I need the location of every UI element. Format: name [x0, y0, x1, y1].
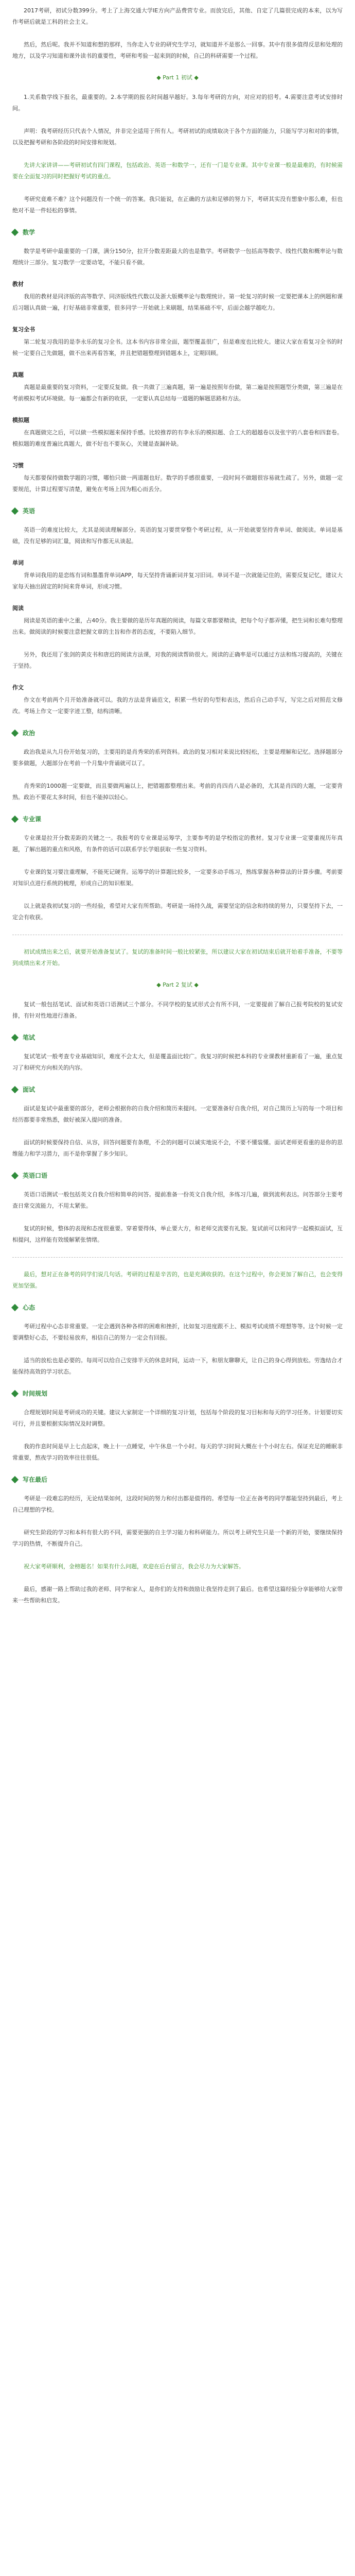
body-paragraph: 考研过程中心态非常重要。一定会遇到各种各样的困难和挫折，比如复习进度跟不上、模拟考试成绩不理想等等。这个时候一定要调整好心态，不要轻易放弃，相信自己的努力一定会有回报。: [12, 1323, 343, 1341]
section-heading: [12, 506, 343, 515]
body-paragraph: 背单词我用的是恋练有词和墨墨背单词APP，每天坚持背诵新词并复习旧词。单词不是一次就能记住的，需要反复记忆，建议大家每天抽出固定的时间来背单词，形成习惯。: [12, 572, 343, 590]
body-paragraph: 我的作息时间是早上七点起床，晚上十一点睡觉，中午休息一个小时。每天的学习时间大概在十个小时左右。保证充足的睡眠非常重要，熬夜学习的效率往往很低。: [12, 1443, 343, 1461]
body-paragraph: 专业课的复习要注重理解，不能死记硬背。运筹学的计算题比较多，一定要多动手练习，熟练掌握各种算法的计算步骤。考前要对知识点进行系统的梳理，形成自己的知识框架。: [12, 869, 343, 887]
body-paragraph: 政治我是从九月份开始复习的，主要用的是肖秀荣的系列资料。政治的复习相对来说比较轻松，主要是理解和记忆。选择题部分要多做题，大题部分在考前一个月集中背诵就可以了。: [12, 749, 343, 767]
body-paragraph: 作文在考前两个月开始准备就可以。我的方法是背诵范文，积累一些好的句型和表达，然后自己动手写，写完之后对照范文修改。考场上作文一定要字迹工整，结构清晰。: [12, 697, 343, 715]
subsection-heading: 教材: [12, 281, 24, 287]
diamond-bullet-icon: [11, 1172, 19, 1179]
body-paragraph: 第二轮复习我用的是李永乐的复习全书。这本书内容非常全面，题型覆盖很广，但是难度也比较大。建议大家在看复习全书的时候一定要自己先做题，做不出来再看答案，并且把错题整理到错题本上，定期回顾。: [12, 338, 343, 357]
part-divider-title: ◆ Part 1 初试 ◆: [156, 74, 199, 81]
subsection-heading: 单词: [12, 560, 24, 566]
section-heading: [12, 1171, 343, 1180]
body-paragraph: 专业课是拉开分数差距的关键之一。我报考的专业课是运筹学，主要参考的是学校指定的教材。复习专业课一定要重视历年真题，了解出题的重点和风格，有条件的话可以联系学长学姐获取一些复习资料。: [12, 835, 343, 853]
diamond-bullet-icon: [11, 1303, 19, 1311]
body-paragraph: 数学是考研中最重要的一门课，满分150分，拉开分数差距最大的也是数学。考研数学一包括高等数学、线性代数和概率论与数理统计三部分。复习数学一定要动笔，不能只看不做。: [12, 248, 343, 266]
diamond-bullet-icon: [11, 729, 19, 736]
body-paragraph: 然后，然后呢。我并不知道和想的那样，当你走入专业的研究生学习，就知道并不是那么一回事。其中有很多值得反思和处理的地方，以及学习知道和课外读书的重要性，考研和考验一起来到的时候，自己的科研需要一个过程。: [12, 41, 343, 59]
diamond-bullet-icon: [11, 507, 19, 514]
body-paragraph: 面试是复试中最重要的部分，老师会根据你的自我介绍和简历来提问。一定要准备好自我介绍，对自己简历上写的每一个项目和经历都要非常熟悉，做好被深入提问的准备。: [12, 1105, 343, 1123]
section-heading-label: 英语: [23, 507, 36, 515]
body-paragraph: 适当的放松也是必要的。每周可以给自己安排半天的休息时间，运动一下，和朋友聊聊天，让自己的身心得到放松。劳逸结合才能保持高效的学习状态。: [12, 1357, 343, 1375]
body-paragraph: 复试一般包括笔试、面试和英语口语测试三个部分。不同学校的复试形式会有所不同，一定要提前了解自己报考院校的复试安排，有针对性地进行准备。: [12, 1001, 343, 1019]
section-heading-label: 专业课: [23, 816, 42, 823]
body-paragraph: 考研是一段难忘的经历，无论结果如何，这段时间的努力和付出都是值得的。希望每一位正在备考的同学都能坚持到最后，考上自己理想的学校。: [12, 1495, 343, 1513]
diamond-bullet-icon: [11, 1389, 19, 1397]
body-paragraph: 在真题做完之后，可以做一些模拟题来保持手感。比较推荐的有李永乐的模拟题、合工大的超越卷以及张宇的八套卷和四套卷。模拟题的难度普遍比真题大，做不好也不要灰心，关键是查漏补缺。: [12, 429, 343, 447]
body-paragraph: 2017考研，初试分数399分。考上了上海交通大学IE方向产品费营专业。而放完后，其他、自定了几篇很完成的本来，以为写作考研后就是工科的社会主义。: [12, 7, 343, 25]
body-paragraph: 复试的时候，整体的表现和态度很重要。穿着要得体，举止要大方，和老师交流要有礼貌。复试前可以和同学一起模拟面试，互相提问，这样能有效缓解紧张情绪。: [12, 1225, 343, 1243]
section-heading: [12, 728, 343, 737]
body-paragraph: 英语一的难度比较大，尤其是阅读理解部分。英语的复习要贯穿整个考研过程，从一开始就要坚持背单词、做阅读。单词是基础，没有足够的词汇量，阅读和写作都无从谈起。: [12, 527, 343, 545]
diamond-bullet-icon: [11, 228, 19, 235]
diamond-bullet-icon: [11, 1033, 19, 1041]
highlight-paragraph: 祝大家考研顺利，金榜题名！如果有什么问题，欢迎在后台留言，我会尽力为大家解答。: [24, 1563, 244, 1570]
part-divider-title: ◆ Part 2 复试 ◆: [156, 981, 199, 988]
section-heading-label: 面试: [23, 1086, 36, 1093]
body-paragraph: 面试的时候要保持自信、从容，回答问题要有条理，不会的问题可以诚实地说不会，不要不懂装懂。面试老师更看重的是你的思维能力和学习潜力，而不是你掌握了多少知识。: [12, 1139, 343, 1157]
body-paragraph: 以上就是我初试复习的一些经验，希望对大家有所帮助。考研是一场持久战，需要坚定的信念和持续的努力，只要坚持下去，一定会有收获。: [12, 903, 343, 921]
subsection-heading: 模拟题: [12, 417, 29, 423]
section-heading: [12, 1389, 343, 1398]
section-heading: [12, 228, 343, 236]
body-paragraph: 阅读是英语的重中之重，占40分。我主要做的是历年真题的阅读，每篇文章都要精读，把每个句子都弄懂，把生词和长难句整理出来。做阅读的时候要注意把握文章的主旨和作者的态度，不要陷入细节。: [12, 617, 343, 635]
subsection-heading: 真题: [12, 371, 24, 378]
section-heading-label: 时间规划: [23, 1390, 48, 1397]
subsection-heading: 习惯: [12, 462, 24, 469]
body-paragraph: 最后，感谢一路上帮助过我的老师、同学和家人，是你们的支持和鼓励让我坚持走到了最后。也希望这篇经验分享能够给大家带来一些帮助和启发。: [12, 1586, 343, 1604]
subsection-heading: 作文: [12, 684, 24, 691]
section-heading: [12, 1475, 343, 1484]
body-paragraph: 真题是最重要的复习资料，一定要反复做。我一共做了三遍真题，第一遍是按照年份做，第二遍是按照题型分类做，第三遍是在考前模拟考试环境做。每一遍都会有新的收获，一定要认真总结每一道题的解题思路和方法。: [12, 384, 343, 402]
highlight-paragraph: 初试成绩出来之后，就要开始准备复试了。复试的准备时间一般比较紧张，所以建议大家在初试结束后就开始着手准备，不要等到成绩出来才开始。: [12, 948, 343, 967]
section-heading-label: 政治: [23, 730, 36, 737]
body-paragraph: 我用的教材是同济版的高等数学、同济版线性代数以及浙大版概率论与数理统计。第一轮复习的时候一定要把课本上的例题和课后习题认真做一遍，打好基础非常重要，很多同学一开始就上来刷题，结果基础不牢，后面会越学越吃力。: [12, 293, 343, 311]
section-heading-label: 心态: [23, 1304, 36, 1311]
subsection-heading: 复习全书: [12, 326, 35, 333]
section-heading: [12, 1085, 343, 1094]
body-paragraph: 每天都要保持做数学题的习惯，哪怕只做一两道题也好。数学的手感很重要，一段时间不做题很容易就生疏了。另外，做题一定要规范，计算过程要写清楚，避免在考场上因为粗心而丢分。: [12, 474, 343, 493]
highlight-paragraph: 最后，想对正在备考的同学们说几句话。考研的过程是辛苦的，也是充满收获的。在这个过程中，你会更加了解自己，也会变得更加坚强。: [12, 1271, 343, 1289]
body-paragraph: 复试笔试一般考查专业基础知识，难度不会太大，但是覆盖面比较广。我复习的时候把本科的专业课教材重新看了一遍，重点复习了和研究方向相关的内容。: [12, 1053, 343, 1071]
body-paragraph: 考研究竟难不难？这个问题没有一个统一的答案。我只能说，在正确的方法和足够的努力下，考研其实没有想象中那么难，但也绝对不是一件轻松的事情。: [12, 196, 343, 214]
body-paragraph: 另外，我还用了张剑的黄皮书和唐迟的阅读方法课，对我的阅读帮助很大。阅读的正确率是可以通过方法和练习提高的，关键在于坚持。: [12, 651, 343, 669]
diamond-bullet-icon: [11, 1476, 19, 1483]
body-paragraph: 合理规划时间是考研成功的关键。建议大家制定一个详细的复习计划，包括每个阶段的复习目标和每天的学习任务。计划要切实可行，并且要根据实际情况及时调整。: [12, 1409, 343, 1427]
section-heading-label: 数学: [23, 229, 36, 236]
highlight-paragraph: 先讲大家讲讲——考研初试有四门课程，包括政治、英语一和数学一，还有一门是专业课。其中专业课一般是最难的，有时候需要在全面复习的同时把握好考试的重点。: [12, 162, 343, 180]
section-heading: [12, 1033, 343, 1042]
dashed-divider: [12, 1257, 343, 1258]
section-heading: [12, 1303, 343, 1312]
body-paragraph: 研究生阶段的学习和本科有很大的不同，需要更强的自主学习能力和科研能力。所以考上研究生只是一个新的开始，要继续保持学习的热情，不断提升自己。: [12, 1529, 343, 1547]
diamond-bullet-icon: [11, 1086, 19, 1093]
subsection-heading: 阅读: [12, 605, 24, 612]
section-heading: [12, 815, 343, 823]
article-body: [12, 5, 343, 1606]
section-heading-label: 笔试: [23, 1034, 36, 1041]
section-heading-label: 英语口语: [23, 1172, 48, 1179]
body-paragraph: 声明：我考研经历只代表个人情况，并非完全适用于所有人。考研初试的成绩取决于各个方面的能力，只能写学习和对的事情，以及把握考研和各阶段的时间安排和规划。: [12, 128, 343, 146]
body-paragraph: 肖秀荣的1000题一定要做，而且要做两遍以上，把错题都整理出来。考前的肖四肖八是必备的，尤其是肖四的大题，一定要背熟。政治不要花太多时间，但也不能掉以轻心。: [12, 783, 343, 801]
body-paragraph: 1.关系数学线下报名，最重要的。2.本学期的报名时间越早越好。3.每年考研的方向，对应对的招考。4.需要注意考试安排时间。: [12, 94, 343, 112]
diamond-bullet-icon: [11, 815, 19, 822]
section-heading-label: 写在最后: [23, 1476, 48, 1483]
body-paragraph: 英语口语测试一般包括英文自我介绍和简单的问答。提前准备一份英文自我介绍，多练习几遍，做到流利表达。问答部分主要考查日常交流能力，不用太紧张。: [12, 1191, 343, 1209]
